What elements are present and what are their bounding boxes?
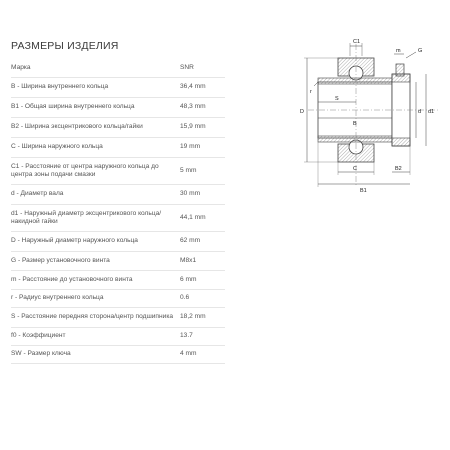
- spec-label: G - Размер установочного винта: [11, 256, 110, 264]
- spec-value: 4 mm: [180, 350, 197, 358]
- spec-label: D - Наружный диаметр наружного кольца: [11, 237, 138, 245]
- label-S: S: [335, 96, 339, 102]
- spec-value: 0.6: [180, 294, 190, 302]
- spec-row: [11, 118, 225, 138]
- label-C: C: [353, 166, 357, 172]
- inner-ring-bottom-band: [318, 136, 392, 142]
- spec-value: 62 mm: [180, 237, 201, 245]
- spec-row: [11, 185, 225, 205]
- spec-label: B2 - Ширина эксцентрикового кольца/гайки: [11, 123, 143, 131]
- spec-row: [11, 138, 225, 158]
- spec-row: [11, 158, 225, 185]
- bearing-diagram: [298, 36, 443, 201]
- spec-value: 15,9 mm: [180, 123, 206, 131]
- spec-label: SW - Размер ключа: [11, 350, 71, 358]
- spec-label: m - Расстояние до установочного винта: [11, 275, 133, 283]
- spec-row: [11, 252, 225, 271]
- spec-value: 48,3 mm: [180, 103, 206, 111]
- spec-label: d1 - Наружный диаметр эксцентрикового кольца/ накидной гайки: [11, 209, 162, 225]
- spec-value: M8x1: [180, 256, 197, 264]
- spec-row: [11, 271, 225, 290]
- label-r: r: [310, 89, 312, 95]
- spec-label: f0 - Коэффициент: [11, 332, 66, 340]
- label-B2: B2: [395, 166, 402, 172]
- spec-row: [11, 232, 225, 252]
- spec-table: [11, 60, 225, 364]
- spec-row: [11, 98, 225, 118]
- spec-label: S - Расстояние передняя сторона/центр подшипника: [11, 313, 174, 321]
- inner-ring-top-band: [318, 78, 392, 84]
- label-B1: B1: [360, 188, 367, 194]
- spec-value: 13.7: [180, 332, 193, 340]
- spec-label: B - Ширина внутреннего кольца: [11, 83, 109, 91]
- spec-label: r - Радиус внутреннего кольца: [11, 294, 104, 302]
- label-d: d: [418, 109, 422, 115]
- label-B: B: [353, 121, 357, 127]
- collar-bottom: [392, 138, 410, 146]
- spec-value: 44,1 mm: [180, 213, 206, 221]
- spec-row: [11, 60, 225, 78]
- spec-row: [11, 308, 225, 328]
- spec-value: 5 mm: [180, 166, 197, 174]
- spec-row: [11, 328, 225, 346]
- spec-row: [11, 290, 225, 308]
- set-screw: [396, 64, 404, 76]
- label-m: m: [396, 48, 401, 54]
- page-title: РАЗМЕРЫ ИЗДЕЛИЯ: [11, 40, 119, 52]
- spec-label: C1 - Расстояние от центра наружного кольца до центра зоны подачи смазки: [11, 162, 159, 178]
- spec-row: [11, 346, 225, 364]
- spec-value: 18,2 mm: [180, 313, 206, 321]
- spec-value: 36,4 mm: [180, 83, 206, 91]
- label-C1: C1: [353, 39, 361, 45]
- spec-value: SNR: [180, 64, 194, 72]
- spec-value: 30 mm: [180, 190, 201, 198]
- label-G: G: [418, 48, 423, 54]
- spec-label: B1 - Общая ширина внутреннего кольца: [11, 103, 135, 111]
- label-d1: d1: [428, 109, 435, 115]
- spec-label: Марка: [11, 64, 31, 72]
- label-D: D: [300, 109, 304, 115]
- spec-label: C - Ширина наружного кольца: [11, 143, 103, 151]
- spec-row: [11, 78, 225, 98]
- spec-value: 6 mm: [180, 275, 197, 283]
- spec-value: 19 mm: [180, 143, 201, 151]
- spec-label: d - Диаметр вала: [11, 190, 64, 198]
- spec-row: [11, 205, 225, 232]
